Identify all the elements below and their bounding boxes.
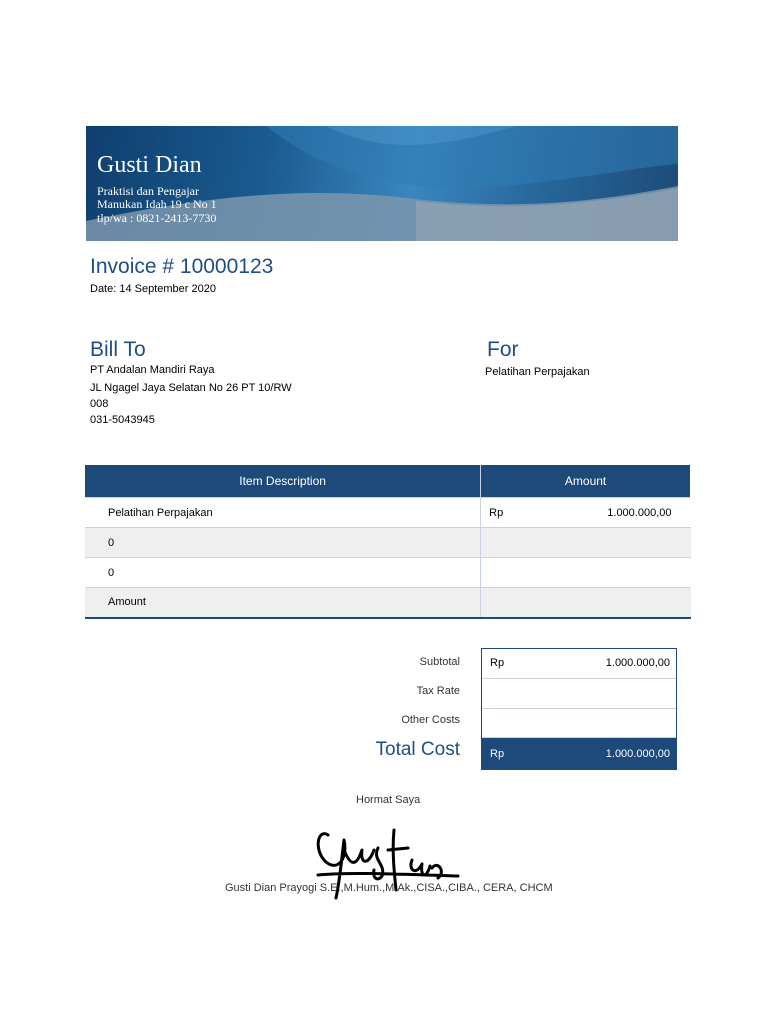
business-name: Gusti Dian	[97, 152, 202, 178]
row-description: Pelatihan Perpajakan	[85, 498, 481, 528]
header-amount: Amount	[481, 465, 691, 498]
business-title: Praktisi dan Pengajar	[97, 184, 199, 198]
bill-to-address: JL Ngagel Jaya Selatan No 26 PT 10/RW	[90, 382, 292, 394]
other-costs-label: Other Costs	[401, 714, 460, 726]
subtotal-row	[482, 649, 676, 679]
invoice-date: Date: 14 September 2020	[90, 283, 216, 295]
row-description: 0	[85, 528, 481, 558]
other-costs-row	[482, 708, 676, 738]
row-value: 1.000.000,00	[607, 507, 672, 519]
items-table	[85, 465, 691, 619]
table-row	[85, 558, 691, 588]
row-currency: Rp	[489, 507, 504, 519]
header-item-description: Item Description	[85, 465, 481, 498]
totals-box	[481, 648, 677, 770]
table-row	[85, 588, 691, 618]
bill-to-phone: 031-5043945	[90, 414, 155, 426]
total-value: 1.000.000,00	[605, 748, 670, 760]
business-address: Manukan Idah 19 c No 1	[97, 197, 217, 211]
row-amount	[481, 528, 691, 558]
header-banner	[86, 126, 678, 241]
row-description: Amount	[85, 588, 481, 618]
total-cost-row	[482, 738, 676, 770]
subtotal-value: 1.000.000,00	[605, 657, 670, 669]
row-description: 0	[85, 558, 481, 588]
signer-name: Gusti Dian Prayogi S.E.,M.Hum.,M.Ak.,CISA.,CIBA., CERA, CHCM	[225, 882, 553, 894]
total-cost-label: Total Cost	[375, 739, 460, 760]
for-description: Pelatihan Perpajakan	[485, 366, 590, 378]
row-amount	[481, 498, 691, 528]
bill-to-address2: 008	[90, 398, 109, 410]
subtotal-currency: Rp	[490, 657, 505, 669]
bill-to-company: PT Andalan Mandiri Raya	[90, 364, 215, 376]
table-row	[85, 528, 691, 558]
tax-rate-row	[482, 679, 676, 709]
subtotal-label: Subtotal	[419, 656, 460, 668]
bill-to-heading: Bill To	[90, 338, 146, 361]
table-row	[85, 498, 691, 528]
business-phone: tlp/wa : 0821-2413-7730	[97, 211, 217, 225]
closing-text: Hormat Saya	[356, 794, 421, 806]
invoice-number: Invoice # 10000123	[90, 255, 274, 278]
tax-rate-label: Tax Rate	[416, 685, 460, 697]
for-heading: For	[487, 338, 519, 361]
total-currency: Rp	[490, 748, 505, 760]
row-amount	[481, 588, 691, 618]
row-amount	[481, 558, 691, 588]
